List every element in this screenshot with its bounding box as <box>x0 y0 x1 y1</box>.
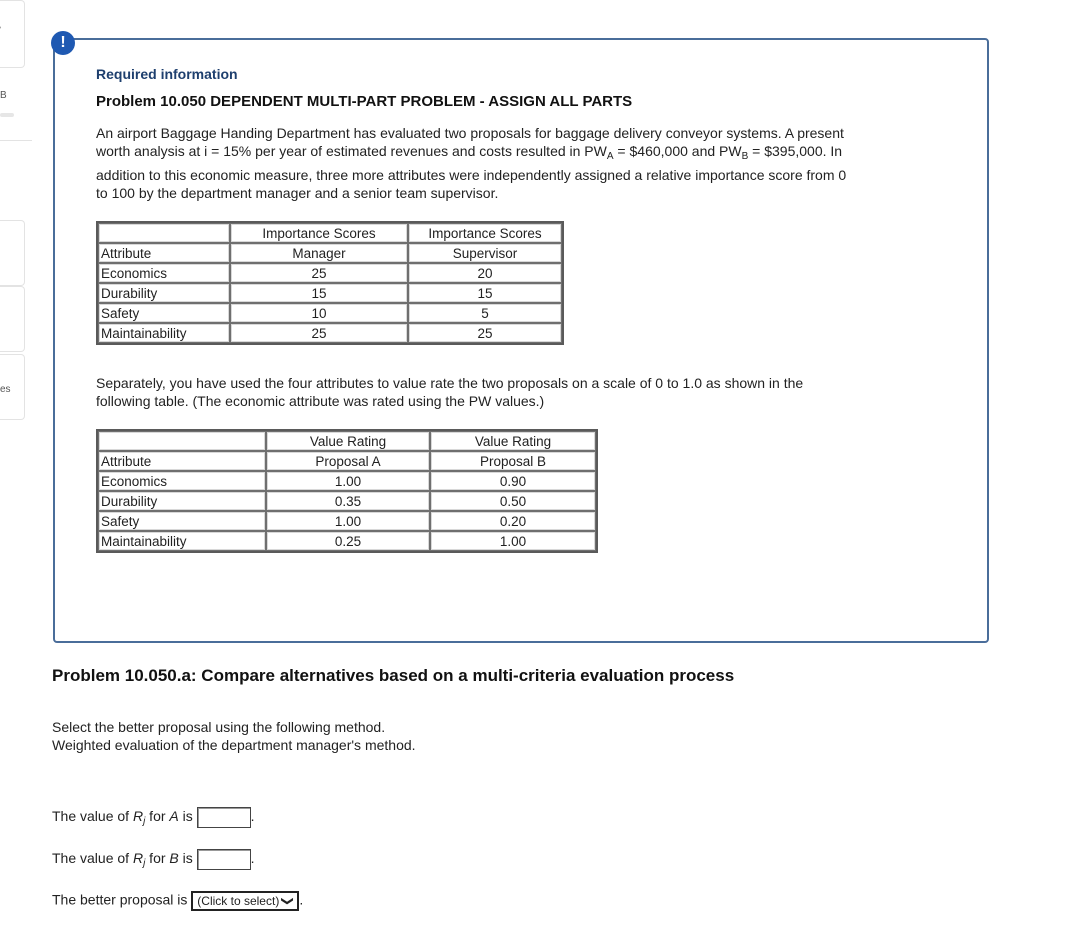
table-cell: Manager <box>230 243 408 263</box>
rj-a-input[interactable] <box>197 807 251 828</box>
table-row <box>98 511 596 531</box>
separately-paragraph <box>96 374 956 410</box>
table-cell: 25 <box>230 323 408 343</box>
table-header-row <box>98 223 562 243</box>
table-cell: 0.20 <box>430 511 596 531</box>
question-rj-b: The value of $R_j$ for B is . <box>52 850 255 870</box>
table-cell: Proposal A <box>266 451 430 471</box>
table-cell: 15 <box>408 283 562 303</box>
table-cell: Safety <box>98 511 266 531</box>
table-cell: Durability <box>98 491 266 511</box>
table-cell: 1.00 <box>430 531 596 551</box>
table-row <box>98 491 596 511</box>
intro-line: worth analysis at i = 15% per year of estimated revenues and costs resulted in $PW_A$ = $460,000 and $PW_B$ = $395,000. In <box>96 143 843 162</box>
intro-line: addition to this economic measure, three more attributes were independently assigned a relative importance score from 0 <box>96 167 847 183</box>
problem-title: Problem 10.050 DEPENDENT MULTI-PART PROBLEM - ASSIGN ALL PARTS <box>96 93 633 110</box>
paragraph-line: following table. (The economic attribute was rated using the PW values.) <box>96 393 545 409</box>
value-rating-table <box>96 429 598 553</box>
table-cell: 1.00 <box>266 471 430 491</box>
table-header-row <box>98 431 596 451</box>
table-cell: 0.25 <box>266 531 430 551</box>
rail-dot <box>0 19 1 35</box>
table-cell: 20 <box>408 263 562 283</box>
instruction-line: Weighted evaluation of the department manager's method. <box>52 737 416 753</box>
table-cell: Durability <box>98 283 230 303</box>
table-cell: Maintainability <box>98 531 266 551</box>
table-cell: 25 <box>408 323 562 343</box>
alert-icon: ! <box>51 31 75 55</box>
table-cell: 10 <box>230 303 408 323</box>
rail-label-es: es <box>0 384 11 395</box>
part-a-instructions <box>52 718 416 754</box>
left-rail <box>0 0 32 926</box>
rail-card[interactable] <box>0 286 25 352</box>
table-header-row <box>98 451 596 471</box>
table-cell: 0.90 <box>430 471 596 491</box>
rail-label-b: B <box>0 90 7 101</box>
rail-card[interactable] <box>0 0 25 68</box>
table-cell: 0.35 <box>266 491 430 511</box>
table-cell: Value Rating <box>430 431 596 451</box>
problem-intro <box>96 124 956 202</box>
intro-line: to 100 by the department manager and a senior team supervisor. <box>96 185 499 201</box>
table-cell: Supervisor <box>408 243 562 263</box>
table-cell <box>98 431 266 451</box>
question-rj-a: The value of $R_j$ for A is . <box>52 808 255 828</box>
table-cell: 1.00 <box>266 511 430 531</box>
chevron-down-icon: ❯ <box>281 895 296 907</box>
table-row <box>98 263 562 283</box>
table-row <box>98 283 562 303</box>
table-row <box>98 531 596 551</box>
better-proposal-select[interactable]: (Click to select) ❯ <box>191 891 299 911</box>
table-cell: Safety <box>98 303 230 323</box>
table-cell: Economics <box>98 471 266 491</box>
rail-card[interactable] <box>0 220 25 286</box>
table-cell <box>98 223 230 243</box>
instruction-line: Select the better proposal using the following method. <box>52 719 386 735</box>
table-cell: 0.50 <box>430 491 596 511</box>
table-cell: Economics <box>98 263 230 283</box>
table-cell: Attribute <box>98 451 266 471</box>
paragraph-line: Separately, you have used the four attributes to value rate the two proposals on a scale of 0 to 1.0 as shown in the <box>96 375 804 391</box>
table-row <box>98 471 596 491</box>
intro-line: An airport Baggage Handing Department has evaluated two proposals for baggage delivery conveyor systems. A present <box>96 125 844 141</box>
table-cell: Value Rating <box>266 431 430 451</box>
question-better-proposal: The better proposal is (Click to select) ❯ . <box>52 891 303 911</box>
table-cell: Attribute <box>98 243 230 263</box>
table-cell: Proposal B <box>430 451 596 471</box>
required-information-title: Required information <box>96 66 238 82</box>
rail-divider <box>0 140 32 141</box>
importance-scores-table <box>96 221 564 345</box>
table-cell: 25 <box>230 263 408 283</box>
table-cell: Maintainability <box>98 323 230 343</box>
table-header-row <box>98 243 562 263</box>
rail-progress-bar <box>0 113 14 117</box>
rj-b-input[interactable] <box>197 849 251 870</box>
table-cell: 15 <box>230 283 408 303</box>
table-cell: Importance Scores <box>408 223 562 243</box>
table-row <box>98 303 562 323</box>
table-cell: Importance Scores <box>230 223 408 243</box>
table-row <box>98 323 562 343</box>
table-cell: 5 <box>408 303 562 323</box>
part-a-title: Problem 10.050.a: Compare alternatives based on a multi-criteria evaluation process <box>52 666 735 685</box>
